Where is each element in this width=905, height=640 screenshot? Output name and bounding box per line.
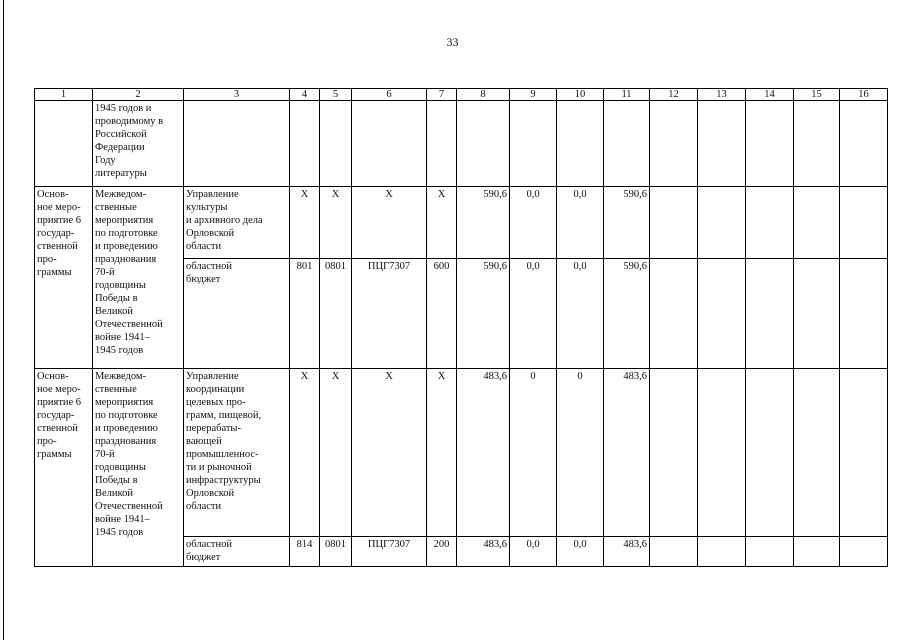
header-cell: 9	[510, 89, 557, 101]
table-cell	[698, 537, 746, 567]
amount-cell: 0	[510, 369, 557, 537]
funding-source-cell: областной бюджет	[184, 259, 290, 369]
table-cell	[746, 259, 794, 369]
header-cell: 14	[746, 89, 794, 101]
amount-cell: 483,6	[604, 369, 650, 537]
table-cell	[794, 369, 840, 537]
header-cell: 10	[557, 89, 604, 101]
budget-table	[34, 88, 888, 567]
target-article-cell: ПЦГ7307	[352, 537, 427, 567]
activity-type-cell: Основ- ное меро- приятие 6 государ- ственной про- граммы	[35, 187, 93, 369]
table-cell	[557, 101, 604, 187]
table-cell	[604, 101, 650, 187]
grbs-cell: 814	[290, 537, 320, 567]
expense-type-cell: 600	[427, 259, 457, 369]
amount-cell: 590,6	[457, 259, 510, 369]
amount-cell: 0,0	[557, 259, 604, 369]
section-cell: Х	[320, 187, 352, 259]
table-cell	[650, 187, 698, 259]
table-row	[35, 187, 888, 259]
grbs-cell: Х	[290, 187, 320, 259]
section-cell: 0801	[320, 537, 352, 567]
header-cell: 7	[427, 89, 457, 101]
header-cell: 1	[35, 89, 93, 101]
table-cell	[320, 101, 352, 187]
amount-cell: 0,0	[557, 537, 604, 567]
table-cell	[746, 369, 794, 537]
table-cell	[840, 187, 888, 259]
amount-cell: 590,6	[457, 187, 510, 259]
amount-cell: 590,6	[604, 187, 650, 259]
table-cell	[650, 259, 698, 369]
target-article-cell: ПЦГ7307	[352, 259, 427, 369]
page-number: 33	[446, 35, 459, 49]
table-cell	[794, 101, 840, 187]
table-cell	[794, 537, 840, 567]
header-cell: 5	[320, 89, 352, 101]
amount-cell: 483,6	[457, 369, 510, 537]
table-cell	[650, 537, 698, 567]
funding-source-cell: областной бюджет	[184, 537, 290, 567]
header-row	[35, 89, 888, 101]
expense-type-cell: Х	[427, 369, 457, 537]
amount-cell: 0,0	[510, 537, 557, 567]
grbs-cell: Х	[290, 369, 320, 537]
header-cell: 8	[457, 89, 510, 101]
table-cell	[840, 101, 888, 187]
amount-cell: 590,6	[604, 259, 650, 369]
activity-type-cell: Основ- ное меро- приятие 6 государ- ственной про- граммы	[35, 369, 93, 567]
table-cell	[698, 259, 746, 369]
table-cell	[650, 369, 698, 537]
table-cell	[352, 101, 427, 187]
amount-cell: 483,6	[604, 537, 650, 567]
section-cell: Х	[320, 369, 352, 537]
table-cell	[698, 187, 746, 259]
header-cell: 6	[352, 89, 427, 101]
table-cell	[698, 101, 746, 187]
amount-cell: 483,6	[457, 537, 510, 567]
grbs-cell: 801	[290, 259, 320, 369]
table-cell	[184, 101, 290, 187]
executor-cell: Управление культуры и архивного дела Орловской области	[184, 187, 290, 259]
header-cell: 15	[794, 89, 840, 101]
header-cell: 16	[840, 89, 888, 101]
table-cell	[840, 537, 888, 567]
table-cell	[290, 101, 320, 187]
amount-cell: 0,0	[557, 187, 604, 259]
header-cell: 11	[604, 89, 650, 101]
amount-cell: 0	[557, 369, 604, 537]
table-cell	[840, 259, 888, 369]
left-margin-line	[3, 0, 4, 640]
target-article-cell: Х	[352, 369, 427, 537]
event-name-cell: Межведом- ственные мероприятия по подготовке и проведению празднования 70-й годовщины Победы в Великой Отечественной войне 1941– 1945 годов	[93, 187, 184, 369]
table-cell	[794, 259, 840, 369]
table-cell	[840, 369, 888, 537]
executor-cell: Управление координации целевых про- грамм, пищевой, перерабаты- вающей промышленнос- ти и рыночной инфраструктуры Орловской области	[184, 369, 290, 537]
table-cell	[650, 101, 698, 187]
expense-type-cell: 200	[427, 537, 457, 567]
amount-cell: 0,0	[510, 187, 557, 259]
amount-cell: 0,0	[510, 259, 557, 369]
section-cell: 0801	[320, 259, 352, 369]
table-cell	[746, 101, 794, 187]
header-cell: 2	[93, 89, 184, 101]
expense-type-cell: Х	[427, 187, 457, 259]
header-cell: 3	[184, 89, 290, 101]
target-article-cell: Х	[352, 187, 427, 259]
table-row	[35, 101, 888, 187]
header-cell: 4	[290, 89, 320, 101]
event-name-cell: 1945 годов и проводимому в Российской Федерации Году литературы	[93, 101, 184, 187]
table-row	[35, 369, 888, 537]
table-cell	[35, 101, 93, 187]
table-cell	[746, 187, 794, 259]
header-cell: 12	[650, 89, 698, 101]
event-name-cell: Межведом- ственные мероприятия по подготовке и проведению празднования 70-й годовщины Победы в Великой Отечественной войне 1941– 1945 годов	[93, 369, 184, 567]
header-cell: 13	[698, 89, 746, 101]
table-cell	[698, 369, 746, 537]
table-cell	[510, 101, 557, 187]
table-cell	[746, 537, 794, 567]
table-cell	[427, 101, 457, 187]
table-cell	[794, 187, 840, 259]
table-cell	[457, 101, 510, 187]
